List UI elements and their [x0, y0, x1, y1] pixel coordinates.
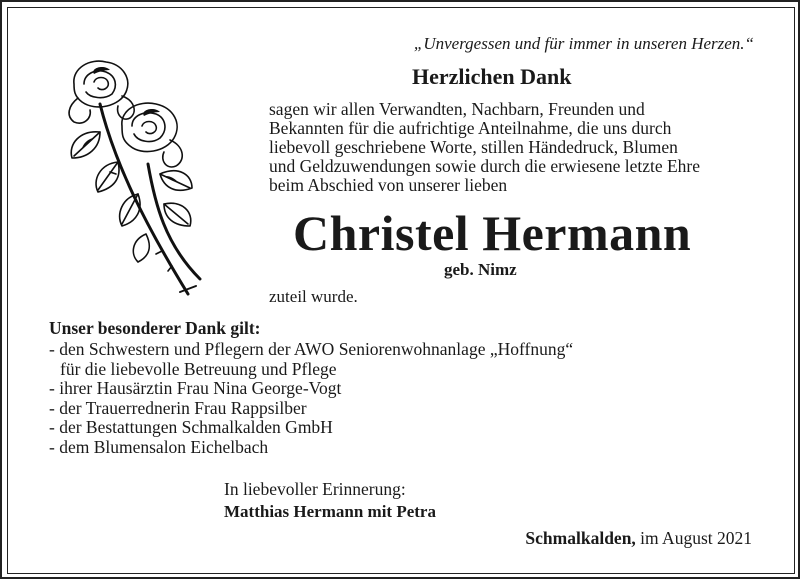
special-thanks-list — [49, 340, 573, 457]
signature: Matthias Hermann mit Petra — [224, 502, 436, 521]
rose-illustration — [60, 54, 210, 304]
maiden-name: geb. Nimz — [444, 260, 517, 279]
deceased-name: Christel Hermann — [293, 205, 692, 261]
intro-paragraph — [269, 100, 769, 195]
intro-line: liebevoll geschriebene Worte, stillen Händedruck, Blumen — [269, 137, 678, 157]
list-item: - der Trauerrednerin Frau Rappsilber — [49, 397, 307, 418]
heading-thanks: Herzlichen Dank — [412, 64, 572, 89]
closing-text: zuteil wurde. — [269, 287, 358, 306]
memory-line: In liebevoller Erinnerung: — [224, 479, 406, 499]
list-item: - ihrer Hausärztin Frau Nina George-Vogt — [49, 378, 342, 398]
list-item: - den Schwestern und Pflegern der AWO Seniorenwohnanlage „Hoffnung“ — [49, 339, 574, 359]
list-item: - dem Blumensalon Eichelbach — [49, 436, 269, 457]
place-date — [525, 528, 752, 549]
intro-line: beim Abschied von unserer lieben — [269, 175, 508, 195]
intro-line: und Geldzuwendungen sowie durch die erwiesene letzte Ehre — [269, 156, 701, 176]
intro-line: sagen wir allen Verwandten, Nachbarn, Freunden und — [269, 99, 645, 119]
intro-line: Bekannten für die aufrichtige Anteilnahme, die uns durch — [269, 118, 672, 138]
place: Schmalkalden, — [525, 528, 636, 548]
date: im August 2021 — [640, 528, 752, 548]
list-item: - der Bestattungen Schmalkalden GmbH — [49, 417, 333, 437]
special-thanks-heading: Unser besonderer Dank gilt: — [49, 318, 261, 338]
motto-quote: „Unvergessen und für immer in unseren Herzen.“ — [413, 34, 754, 53]
list-item: für die liebevolle Betreuung und Pflege — [60, 358, 337, 379]
